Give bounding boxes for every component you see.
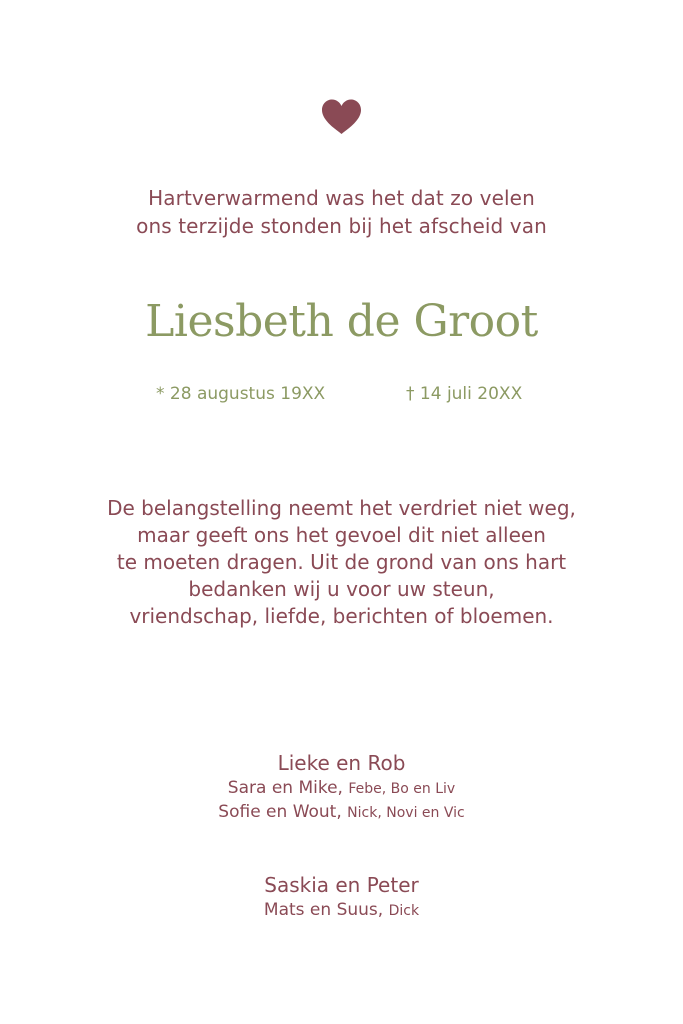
- heart-icon: [321, 99, 362, 135]
- message-line: maar geeft ons het gevoel dit niet alleen: [137, 523, 546, 547]
- family-grandchildren: Nick, Novi en Vic: [347, 805, 465, 821]
- intro-line-1: Hartverwarmend was het dat zo velen: [148, 186, 535, 210]
- message-line: bedanken wij u voor uw steun,: [188, 577, 495, 601]
- family-couple: Sara en Mike,: [227, 778, 343, 798]
- family-child-line: [0, 800, 683, 825]
- family-parents-1: Lieke en Rob: [277, 751, 406, 775]
- family-couple: Sofie en Wout,: [218, 802, 342, 822]
- birth-date: * 28 augustus 19XX: [156, 384, 326, 404]
- deceased-name: Liesbeth de Groot: [145, 296, 538, 347]
- family-couple: Mats en Suus,: [263, 900, 384, 920]
- intro-line-2: ons terzijde stonden bij het afscheid van: [136, 214, 547, 238]
- family-child-line: [0, 776, 683, 801]
- family-grandchildren: Febe, Bo en Liv: [348, 781, 456, 797]
- family-child-line: [0, 898, 683, 923]
- message-line: De belangstelling neemt het verdriet niet weg,: [107, 496, 576, 520]
- family-parents-2: Saskia en Peter: [264, 873, 419, 897]
- message-line: te moeten dragen. Uit de grond van ons hart: [116, 550, 567, 574]
- message-line: vriendschap, liefde, berichten of bloemen.: [129, 604, 554, 628]
- family-grandchildren: Dick: [388, 903, 420, 919]
- death-date: † 14 juli 20XX: [406, 384, 523, 404]
